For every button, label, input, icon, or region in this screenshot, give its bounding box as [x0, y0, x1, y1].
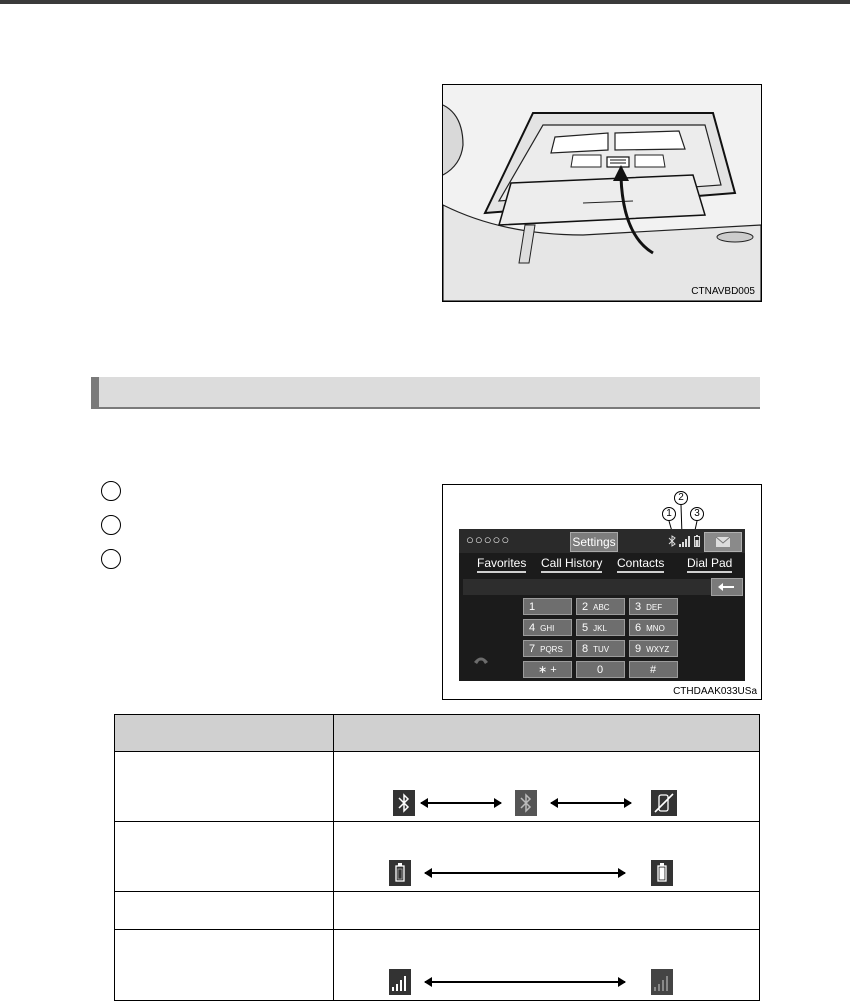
table-row [115, 822, 760, 892]
figure-code: CTHDAAK033USa [673, 686, 757, 697]
callout-2: 2 [674, 491, 688, 505]
double-arrow [425, 872, 625, 874]
tab-favorites[interactable]: Favorites [477, 556, 526, 573]
key-1[interactable]: 1 [523, 598, 572, 615]
dial-pad-screen-figure [442, 484, 762, 700]
call-button-icon[interactable] [473, 655, 489, 665]
table-cell [115, 930, 334, 1001]
table-row [115, 892, 760, 930]
top-rule [0, 0, 850, 4]
backspace-arrow-icon [712, 579, 742, 595]
double-arrow [425, 981, 625, 983]
key-0[interactable]: 0 [576, 661, 625, 678]
key-6[interactable]: 6 MNO [629, 619, 678, 636]
phone-tabs [459, 556, 745, 574]
table-header-cell [334, 715, 760, 752]
phone-disconnected-icon [651, 790, 677, 816]
section-heading-bar [91, 377, 760, 409]
callout-1: 1 [662, 507, 676, 521]
bluetooth-status-icon [668, 535, 676, 547]
table-row [115, 930, 760, 1001]
overhead-console-figure [442, 84, 762, 302]
table-cell [115, 752, 334, 822]
signal-full-icon [389, 969, 411, 995]
message-button[interactable] [704, 532, 742, 552]
key-7[interactable]: 7 PQRS [523, 640, 572, 657]
table-cell [334, 752, 760, 822]
table-cell [115, 822, 334, 892]
tab-contacts[interactable]: Contacts [617, 556, 664, 573]
table-header-cell [115, 715, 334, 752]
key-hash[interactable]: # [629, 661, 678, 678]
table-cell [334, 930, 760, 1001]
table-cell [334, 892, 760, 930]
key-star[interactable]: ∗ + [523, 661, 572, 678]
icon-row [335, 965, 758, 999]
callout-marker-1 [101, 481, 121, 501]
table-cell [334, 822, 760, 892]
bluetooth-dim-icon [515, 790, 537, 816]
dial-pad-screen [459, 529, 745, 681]
overhead-console-illustration [443, 85, 761, 301]
backspace-button[interactable] [711, 578, 743, 596]
key-3[interactable]: 3 DEF [629, 598, 678, 615]
double-arrow [551, 802, 631, 804]
status-indicator-table [114, 714, 760, 997]
key-5[interactable]: 5 JKL [576, 619, 625, 636]
key-8[interactable]: 8 TUV [576, 640, 625, 657]
envelope-icon [705, 533, 741, 551]
table-row [115, 752, 760, 822]
battery-status-icon [694, 535, 700, 547]
figure-code: CTNAVBD005 [691, 286, 755, 297]
tab-call-history[interactable]: Call History [541, 556, 602, 573]
screen-header [459, 529, 745, 553]
callout-marker-2 [101, 515, 121, 535]
table-cell [115, 892, 334, 930]
battery-empty-icon [389, 860, 411, 886]
icon-row [335, 856, 758, 890]
bluetooth-icon [393, 790, 415, 816]
settings-button[interactable]: Settings [570, 532, 618, 552]
callout-marker-3 [101, 549, 121, 569]
signal-status-icon [679, 535, 691, 547]
signal-low-icon [651, 969, 673, 995]
section-heading-tab [91, 377, 99, 409]
table-header-row [115, 715, 760, 752]
battery-full-icon [651, 860, 673, 886]
double-arrow [421, 802, 501, 804]
key-4[interactable]: 4 GHI [523, 619, 572, 636]
icon-row [335, 786, 758, 820]
tab-dial-pad[interactable]: Dial Pad [687, 556, 732, 573]
number-input-field[interactable] [463, 579, 741, 595]
key-9[interactable]: 9 WXYZ [629, 640, 678, 657]
callout-3: 3 [690, 507, 704, 521]
source-dots: ○○○○○ [466, 532, 511, 547]
key-2[interactable]: 2 ABC [576, 598, 625, 615]
